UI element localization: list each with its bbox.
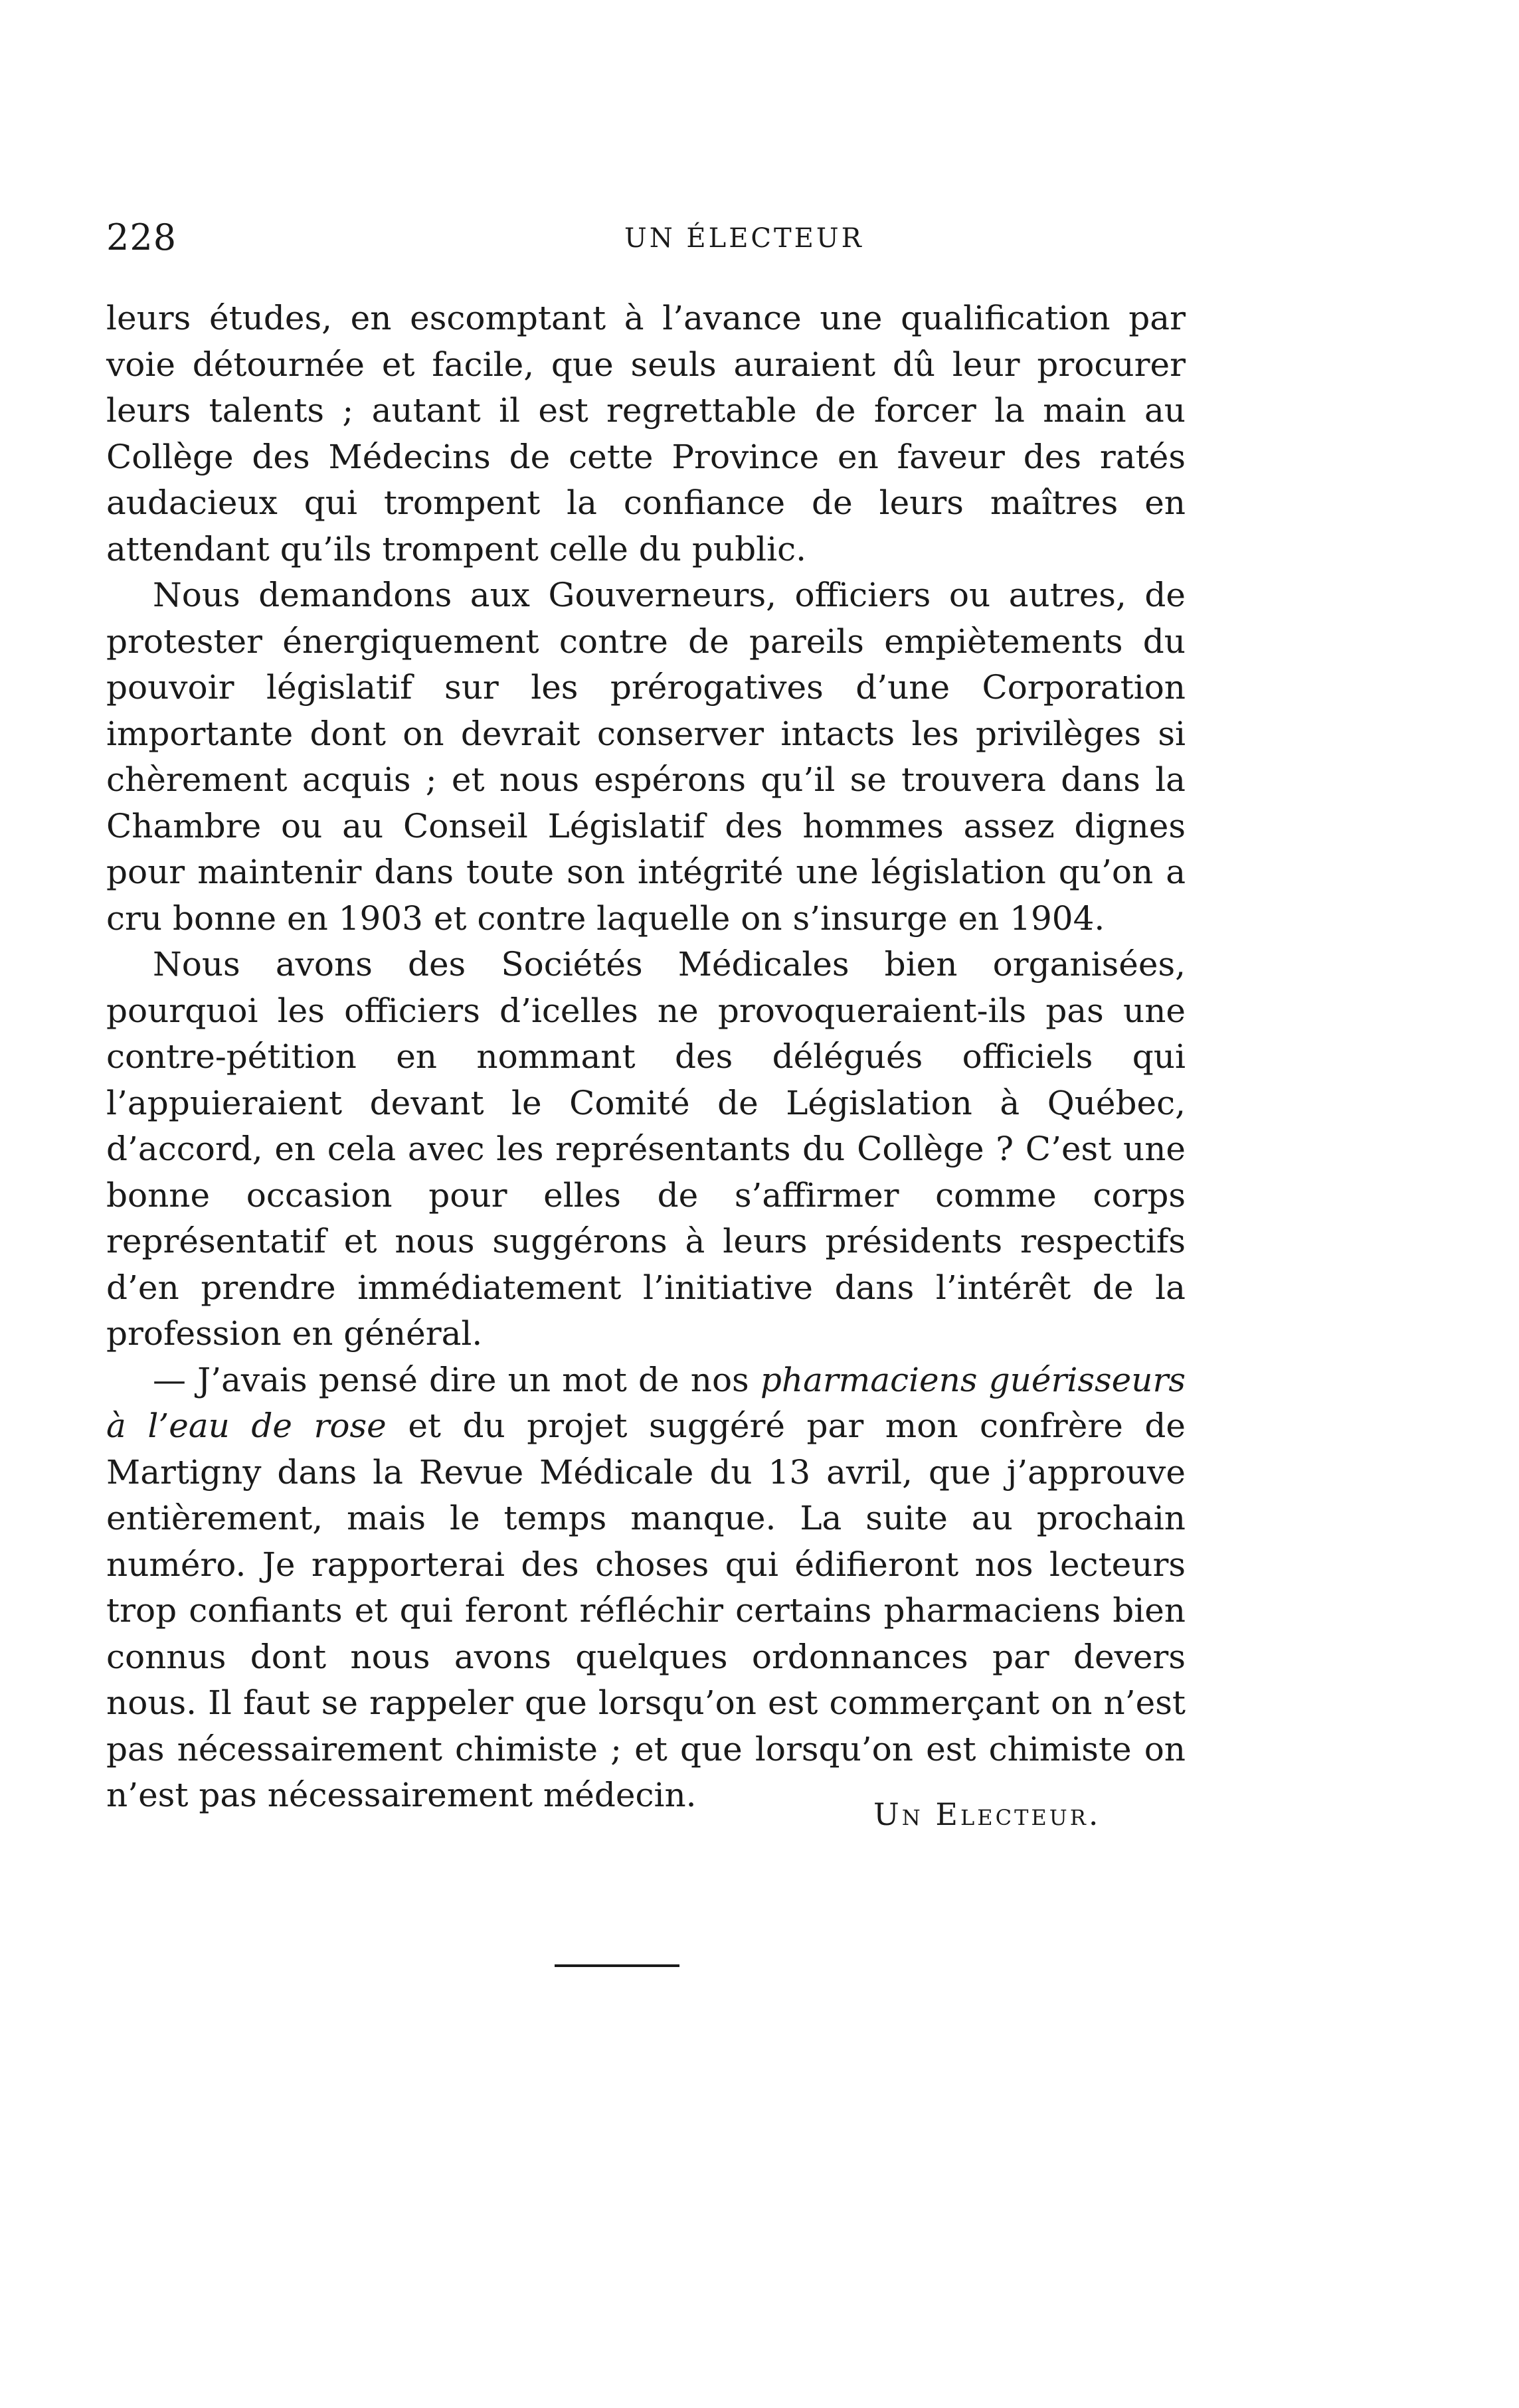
signature: Un Electeur. [873,1796,1101,1832]
body-text [106,296,1186,1819]
paragraph-pharmacists [106,1357,1186,1819]
paragraph-pharmacists-italic: pharmaciens guérisseurs à l’eau de rose [106,1360,1186,1445]
paragraph-pharmacists-lead: — J’avais pensé dire un mot de nos [153,1360,760,1399]
paragraph-continued: leurs études, en escomptant à l’avance une qualification par voie détournée et facile, que seuls auraient dû leur procurer leurs talents ; autant il est regrettable de forcer la main au Collège des Médecins de cette Province en faveur des ratés audacieux qui trompent la confiance de leurs maîtres en attendant qu’ils trompent celle du public. [106,299,1186,568]
paragraph-medical-societies: Nous avons des Sociétés Médicales bien organisées, pourquoi les officiers d’icelles ne provoqueraient-ils pas une contre-pétition en nommant des délégués officiels qui l’appuieraient devant le Comité de Législation à Québec, d’accord, en cela avec les représentants du Collège ? C’est une bonne occasion pour elles de s’affirmer comme corps représentatif et nous suggérons à leurs présidents respectifs d’en prendre immédiatement l’initiative dans l’intérêt de la profession en général. [106,945,1186,1353]
paragraph-pharmacists-rest: et du projet suggéré par mon confrère de Martigny dans la Revue Médicale du 13 avril, que j’approuve entièrement, mais le temps manque. La suite au prochain numéro. Je rapporterai des choses qui édifieront nos lecteurs trop confiants et qui feront réfléchir certains pharmaciens bien connus dont nous avons quelques ordonnances par devers nous. Il faut se rappeler que lorsqu’on est commerçant on n’est pas nécessairement chimiste ; et que lorsqu’on est chimiste on n’est pas nécessairement médecin. [106,1407,1186,1814]
end-rule-divider [555,1964,679,1967]
paragraph-governors: Nous demandons aux Gouverneurs, officiers ou autres, de protester énergiquement contre de pareils empiètements du pouvoir législatif sur les prérogatives d’une Corporation importante dont on devrait conserver intacts les privilèges si chèrement acquis ; et nous espérons qu’il se trouvera dans la Chambre ou au Conseil Législatif des hommes assez dignes pour maintenir dans toute son intégrité une législation qu’on a cru bonne en 1903 et contre laquelle on s’insurge en 1904. [106,576,1186,938]
running-title: UN ÉLECTEUR [624,223,864,254]
page-number: 228 [106,216,177,258]
running-head [106,216,1209,263]
